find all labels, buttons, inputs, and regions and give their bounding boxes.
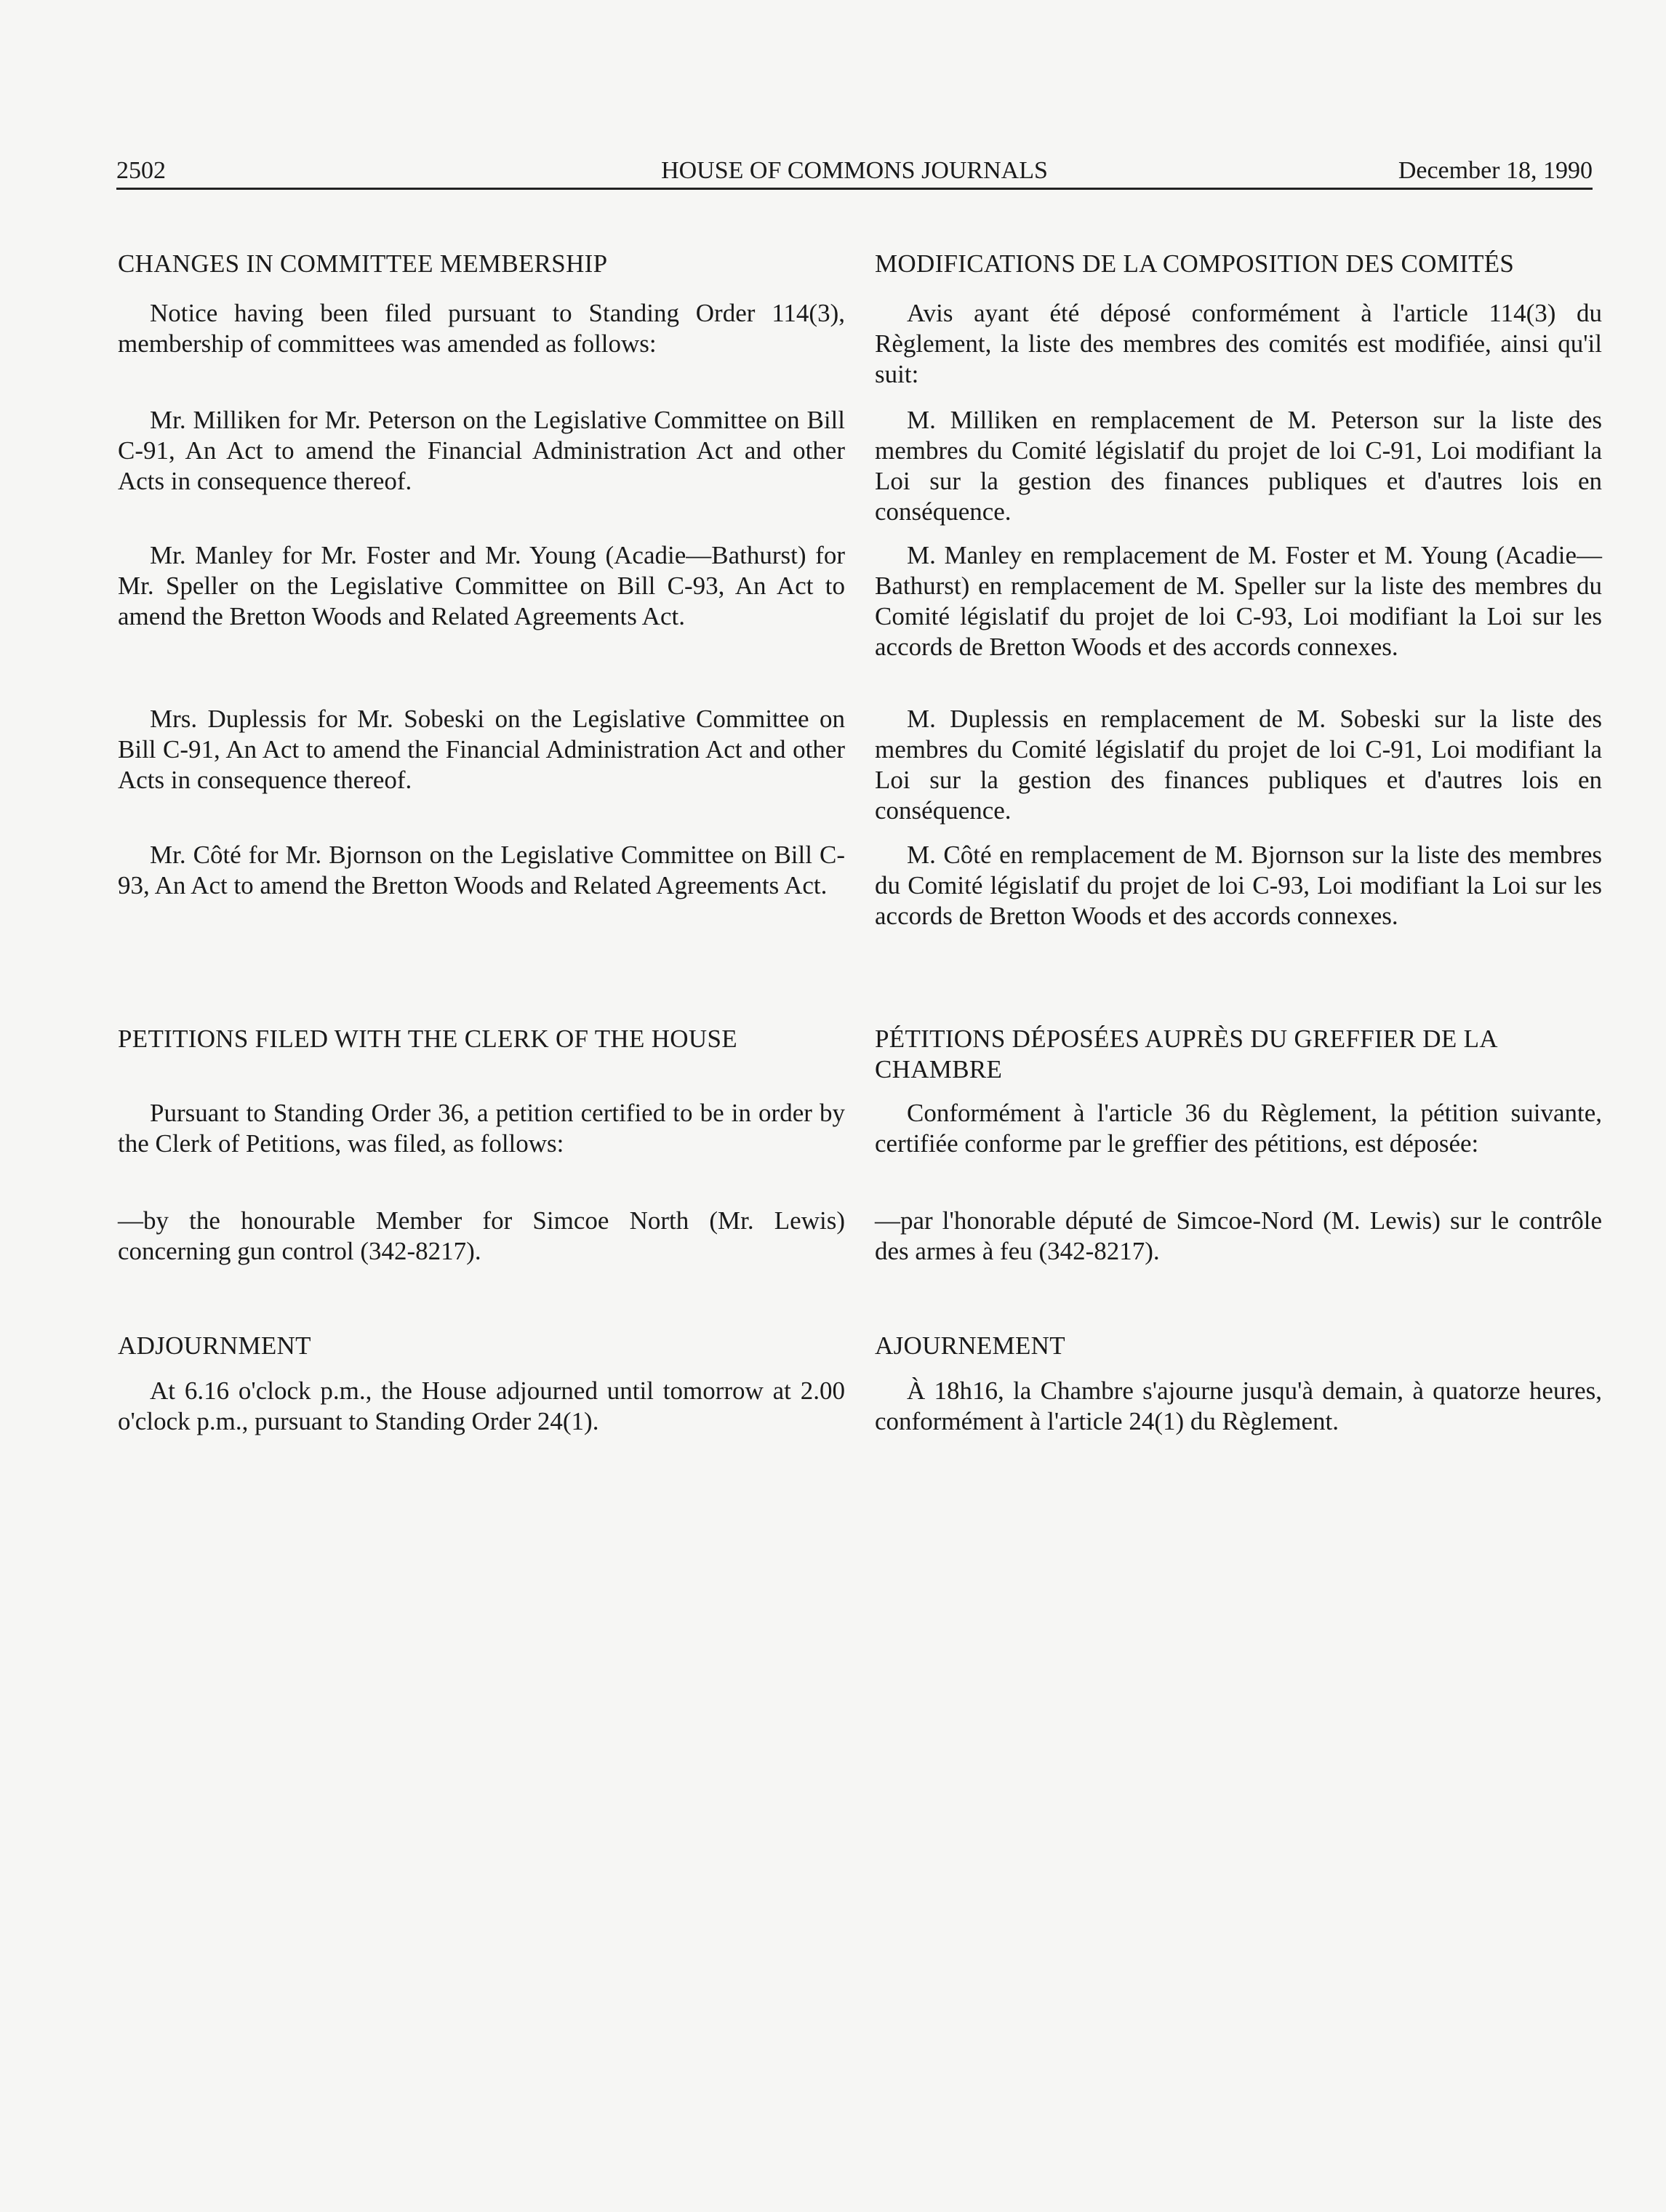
petition-item-fr: —par l'honorable député de Simcoe-Nord (M. Lewis) sur le contrôle des armes à feu (342-8217). [875, 1206, 1602, 1265]
committee-item-fr-2: M. Manley en remplacement de M. Foster et M. Young (Acadie—Bathurst) en remplacement de M. Speller sur la liste des membres du Comité législatif du projet de loi C-93, Loi modifiant la Loi sur les accords de Bretton Woods et des accords connexes. [875, 541, 1602, 661]
committee-item-fr-4: M. Côté en remplacement de M. Bjornson sur la liste des membres du Comité législatif du projet de loi C-93, Loi modifiant la Loi sur les accords de Bretton Woods et des accords connexes. [875, 841, 1602, 930]
adjournment-text-fr: À 18h16, la Chambre s'ajourne jusqu'à demain, à quatorze heures, conformément à l'article 24(1) du Règlement. [875, 1377, 1602, 1435]
adjournment-heading-fr: AJOURNEMENT [875, 1331, 1065, 1360]
petitions-intro-fr: Conformément à l'article 36 du Règlement, la pétition suivante, certifiée conforme par le greffier des pétitions, est déposée: [875, 1099, 1602, 1158]
petitions-intro-en: Pursuant to Standing Order 36, a petition certified to be in order by the Clerk of Petitions, was filed, as follows: [118, 1099, 845, 1158]
committee-item-fr-3: M. Duplessis en remplacement de M. Sobeski sur la liste des membres du Comité législatif du projet de loi C-91, Loi modifiant la Loi sur la gestion des finances publiques et d'autres lois en conséquence. [875, 705, 1602, 825]
committee-item-en-1: Mr. Milliken for Mr. Peterson on the Legislative Committee on Bill C-91, An Act to amend the Financial Administration Act and other Acts in consequence thereof. [118, 406, 845, 495]
journal-title: HOUSE OF COMMONS JOURNALS [661, 157, 1048, 184]
petitions-heading-fr: PÉTITIONS DÉPOSÉES AUPRÈS DU GREFFIER DE LA CHAMBRE [875, 1025, 1497, 1083]
committee-intro-fr: Avis ayant été déposé conformément à l'article 114(3) du Règlement, la liste des membres des comités est modifiée, ainsi qu'il suit: [875, 299, 1602, 388]
committee-item-en-4: Mr. Côté for Mr. Bjornson on the Legislative Committee on Bill C-93, An Act to amend the Bretton Woods and Related Agreements Act. [118, 841, 845, 899]
committee-item-fr-1: M. Milliken en remplacement de M. Peterson sur la liste des membres du Comité législatif du projet de loi C-91, Loi modifiant la Loi sur la gestion des finances publiques et d'autres lois en conséquence. [875, 406, 1602, 526]
page-number: 2502 [116, 157, 166, 184]
adjournment-heading-en: ADJOURNMENT [118, 1331, 311, 1360]
committee-item-en-3: Mrs. Duplessis for Mr. Sobeski on the Legislative Committee on Bill C-91, An Act to amend the Financial Administration Act and other Acts in consequence thereof. [118, 705, 845, 794]
committee-item-en-2: Mr. Manley for Mr. Foster and Mr. Young (Acadie—Bathurst) for Mr. Speller on the Legislative Committee on Bill C-93, An Act to amend the Bretton Woods and Related Agreements Act. [118, 541, 845, 630]
committee-heading-en: CHANGES IN COMMITTEE MEMBERSHIP [118, 249, 608, 278]
journal-date: December 18, 1990 [1398, 157, 1593, 184]
petitions-heading-en: PETITIONS FILED WITH THE CLERK OF THE HOUSE [118, 1025, 737, 1053]
adjournment-text-en: At 6.16 o'clock p.m., the House adjourned until tomorrow at 2.00 o'clock p.m., pursuant to Standing Order 24(1). [118, 1377, 845, 1435]
committee-heading-fr: MODIFICATIONS DE LA COMPOSITION DES COMITÉS [875, 249, 1515, 278]
petition-item-en: —by the honourable Member for Simcoe North (Mr. Lewis) concerning gun control (342-8217). [118, 1206, 845, 1265]
running-head [116, 153, 1593, 189]
header-rule [116, 188, 1593, 190]
committee-intro-en: Notice having been filed pursuant to Standing Order 114(3), membership of committees was amended as follows: [118, 299, 845, 358]
